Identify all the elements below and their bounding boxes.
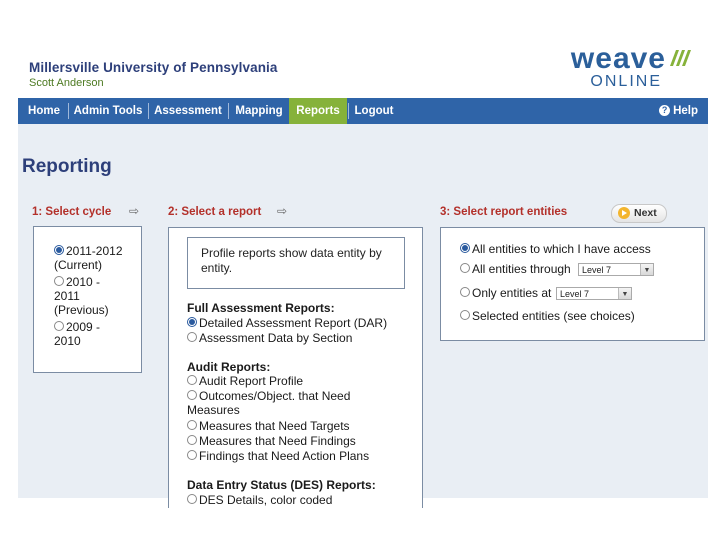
radio-icon[interactable]	[187, 390, 197, 400]
entity-option-selected[interactable]: Selected entities (see choices)	[460, 309, 635, 323]
help-icon: ?	[659, 105, 670, 116]
main-nav	[18, 98, 708, 124]
entity-option-all-through[interactable]: All entities through	[460, 262, 571, 276]
report-option-audit-profile[interactable]: Audit Report Profile	[187, 374, 303, 388]
radio-selected-icon[interactable]	[460, 243, 470, 253]
radio-icon[interactable]	[54, 321, 64, 331]
nav-mapping[interactable]: Mapping	[235, 105, 283, 117]
entities-panel	[440, 227, 705, 341]
report-option-need-action-plans[interactable]: Findings that Need Action Plans	[187, 449, 369, 463]
radio-selected-icon[interactable]	[187, 317, 197, 327]
nav-divider	[348, 103, 349, 119]
nav-divider	[148, 103, 149, 119]
logo-bottom-text: ONLINE	[590, 73, 662, 90]
report-info-text: Profile reports show data entity by entity.	[201, 246, 382, 275]
report-option-assessment-data[interactable]: Assessment Data by Section	[187, 331, 352, 345]
radio-icon[interactable]	[187, 332, 197, 342]
nav-divider	[228, 103, 229, 119]
arrow-right-icon: ⇨	[277, 204, 288, 218]
radio-icon[interactable]	[187, 435, 197, 445]
report-panel	[168, 227, 423, 508]
report-info-box	[187, 237, 405, 289]
report-option-outcomes-need-measures[interactable]: Outcomes/Object. that Need Measures	[187, 389, 351, 417]
page-title: Reporting	[22, 156, 112, 177]
step-select-report: 2: Select a report	[168, 206, 262, 218]
weave-logo	[556, 40, 696, 90]
header	[18, 36, 708, 98]
chevron-down-icon: ▼	[618, 288, 631, 299]
radio-icon[interactable]	[460, 310, 470, 320]
report-option-dar[interactable]: Detailed Assessment Report (DAR)	[187, 316, 387, 330]
level-at-select[interactable]: Level 7 ▼	[556, 287, 632, 300]
user-name: Scott Anderson	[29, 77, 104, 89]
entity-option-only-at[interactable]: Only entities at	[460, 286, 551, 300]
radio-icon[interactable]	[460, 287, 470, 297]
next-button[interactable]	[611, 204, 667, 223]
chevron-down-icon: ▼	[640, 264, 653, 275]
logo-mark-icon	[668, 48, 692, 68]
nav-logout[interactable]: Logout	[354, 105, 394, 117]
report-option-need-targets[interactable]: Measures that Need Targets	[187, 419, 350, 433]
cycle-option-current[interactable]: 2011-2012 (Current)	[54, 244, 123, 272]
arrow-right-icon: ⇨	[129, 204, 140, 218]
radio-selected-icon[interactable]	[54, 245, 64, 255]
report-option-des-details[interactable]: DES Details, color coded	[187, 493, 332, 507]
nav-admin-tools[interactable]: Admin Tools	[73, 105, 143, 117]
university-name: Millersville University of Pennsylvania	[29, 60, 278, 75]
help-label: Help	[673, 105, 698, 117]
des-reports-heading: Data Entry Status (DES) Reports:	[187, 478, 376, 492]
report-option-need-findings[interactable]: Measures that Need Findings	[187, 434, 356, 448]
radio-icon[interactable]	[187, 494, 197, 504]
cycle-option-2009[interactable]: 2009 - 2010	[54, 320, 101, 348]
radio-icon[interactable]	[187, 420, 197, 430]
cycle-option-previous[interactable]: 2010 - 2011 (Previous)	[54, 275, 109, 317]
radio-icon[interactable]	[460, 263, 470, 273]
nav-home[interactable]: Home	[28, 105, 60, 117]
radio-icon[interactable]	[187, 450, 197, 460]
logo-top-text: weave	[570, 42, 666, 75]
full-reports-heading: Full Assessment Reports:	[187, 301, 335, 315]
nav-divider	[68, 103, 69, 119]
help-link[interactable]	[659, 98, 698, 124]
audit-reports-heading: Audit Reports:	[187, 360, 271, 374]
next-label: Next	[634, 207, 657, 219]
step-select-entities: 3: Select report entities	[440, 206, 568, 218]
step-select-cycle: 1: Select cycle	[32, 206, 112, 218]
entity-option-all-access[interactable]: All entities to which I have access	[460, 242, 651, 256]
radio-icon[interactable]	[187, 375, 197, 385]
level-through-select[interactable]: Level 7 ▼	[578, 263, 654, 276]
nav-reports[interactable]: Reports	[289, 98, 347, 124]
radio-icon[interactable]	[54, 276, 64, 286]
cycle-panel	[33, 226, 142, 373]
nav-assessment[interactable]: Assessment	[154, 105, 222, 117]
play-icon	[618, 207, 630, 219]
app-frame	[18, 36, 708, 507]
